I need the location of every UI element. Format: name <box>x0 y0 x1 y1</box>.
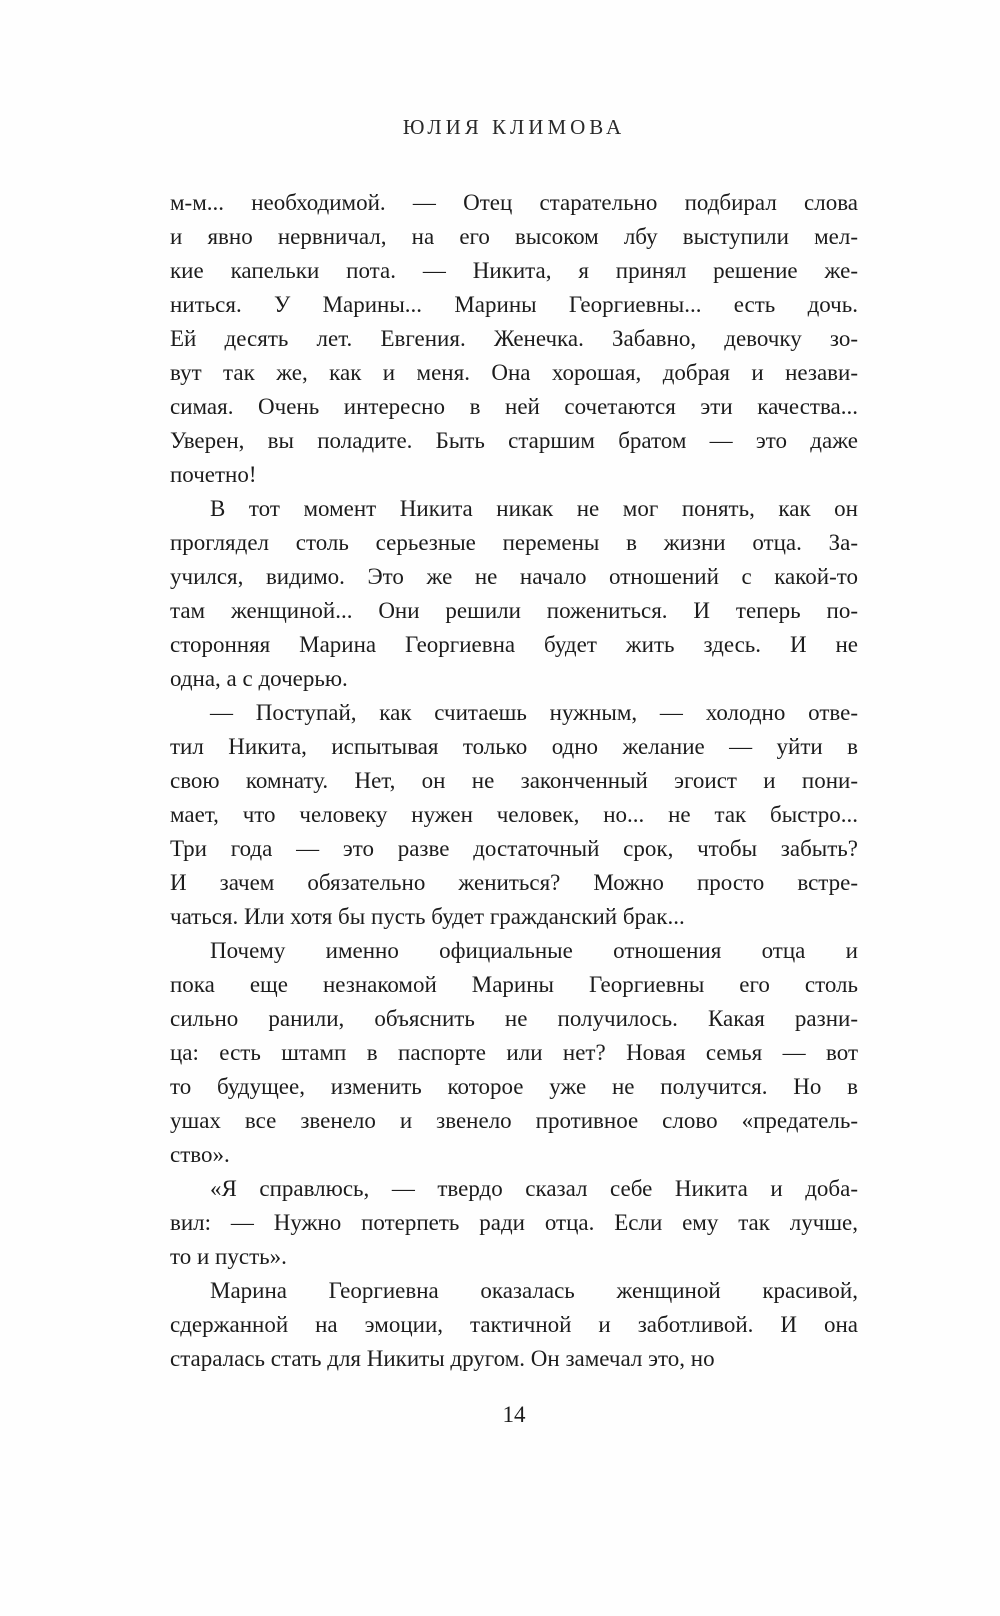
text-line: вил: — Нужно потерпеть ради отца. Если ему так лучше, <box>170 1210 858 1235</box>
page-number: 14 <box>502 1402 526 1427</box>
paragraph <box>170 696 858 934</box>
text-line: пока еще незнакомой Марины Георгиевны его столь <box>170 972 858 997</box>
text-line: Уверен, вы поладите. Быть старшим братом — это даже <box>170 428 858 453</box>
text-line: ушах все звенело и звенело противное слово «предатель- <box>170 1108 858 1133</box>
text-line: Три года — это разве достаточный срок, чтобы забыть? <box>170 836 858 861</box>
paragraph <box>170 934 858 1172</box>
text-line: м-м... необходимой. — Отец старательно подбирал слова <box>170 190 858 215</box>
paragraph <box>170 1172 858 1274</box>
running-head-author: ЮЛИЯ КЛИМОВА <box>402 115 626 139</box>
text-line: ство». <box>170 1142 230 1167</box>
text-line: почетно! <box>170 462 257 487</box>
text-block <box>170 186 858 1376</box>
text-line: симая. Очень интересно в ней сочетаются эти качества... <box>170 394 858 419</box>
text-line: Почему именно официальные отношения отца и <box>210 938 858 963</box>
text-line: В тот момент Никита никак не мог понять, как он <box>210 496 858 521</box>
text-line: Ей десять лет. Евгения. Женечка. Забавно, девочку зо- <box>170 326 858 351</box>
text-line: то и пусть». <box>170 1244 287 1269</box>
text-line: вут так же, как и меня. Она хорошая, добрая и незави- <box>170 360 858 385</box>
text-line: И зачем обязательно жениться? Можно просто встре- <box>170 870 858 895</box>
text-line: учился, видимо. Это же не начало отношений с какой-то <box>170 564 858 589</box>
text-line: проглядел столь серьезные перемены в жизни отца. За- <box>170 530 858 555</box>
text-line: одна, а с дочерью. <box>170 666 348 691</box>
text-line: сильно ранили, объяснить не получилось. Какая разни- <box>170 1006 858 1031</box>
text-line: — Поступай, как считаешь нужным, — холодно отве- <box>210 700 858 725</box>
text-line: мает, что человеку нужен человек, но... не так быстро... <box>170 802 858 827</box>
text-line: ниться. У Марины... Марины Георгиевны... есть дочь. <box>170 292 858 317</box>
text-line: Марина Георгиевна оказалась женщиной красивой, <box>210 1278 858 1303</box>
text-line: то будущее, изменить которое уже не получится. Но в <box>170 1074 858 1099</box>
text-line: «Я справлюсь, — твердо сказал себе Никита и доба- <box>210 1176 858 1201</box>
text-line: там женщиной... Они решили пожениться. И теперь по- <box>170 598 858 623</box>
text-line: свою комнату. Нет, он не законченный эгоист и пони- <box>170 768 858 793</box>
text-line: чаться. Или хотя бы пусть будет гражданский брак... <box>170 904 685 929</box>
paragraph <box>170 492 858 696</box>
paragraph <box>170 1274 858 1376</box>
text-line: ца: есть штамп в паспорте или нет? Новая семья — вот <box>170 1040 858 1065</box>
text-line: сторонняя Марина Георгиевна будет жить здесь. И не <box>170 632 858 657</box>
text-line: и явно нервничал, на его высоком лбу выступили мел- <box>170 224 858 249</box>
text-line: сдержанной на эмоции, тактичной и заботливой. И она <box>170 1312 858 1337</box>
text-line: кие капельки пота. — Никита, я принял решение же- <box>170 258 858 283</box>
text-line: старалась стать для Никиты другом. Он замечал это, но <box>170 1346 715 1371</box>
text-line: тил Никита, испытывая только одно желание — уйти в <box>170 734 858 759</box>
paragraph <box>170 186 858 492</box>
